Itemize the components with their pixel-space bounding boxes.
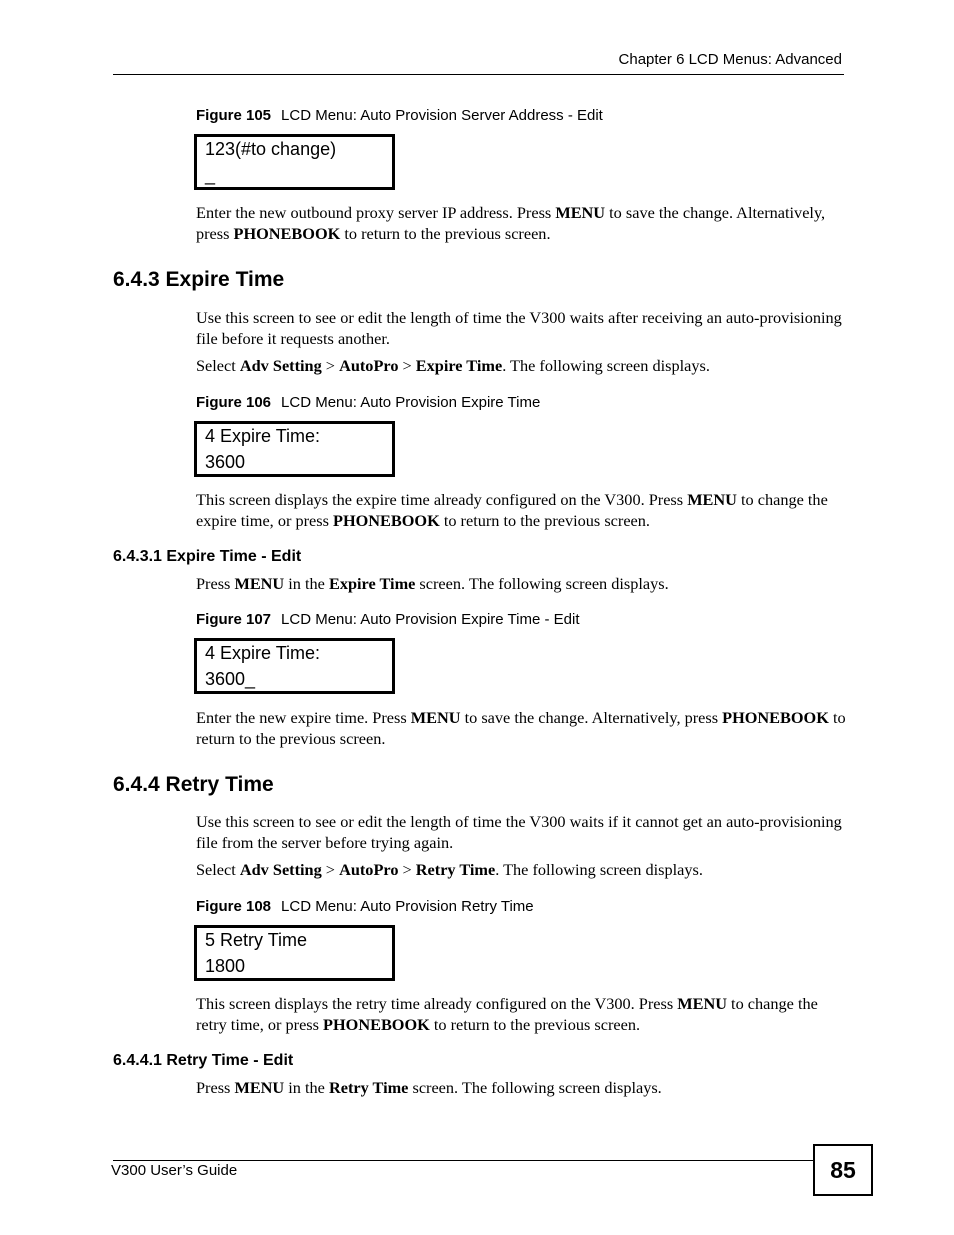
paragraph-expire-display: This screen displays the expire time already configured on the V300. Press MENU to change the expire time, or press PHONEBOOK to return to the previous screen. xyxy=(196,490,828,530)
paragraph-expire-edit-press: Press MENU in the Expire Time screen. The following screen displays. xyxy=(196,574,669,593)
figure-number: Figure 108 xyxy=(196,898,272,915)
lcd-line-1: 4 Expire Time: xyxy=(205,426,321,446)
paragraph-retry-edit-press: Press MENU in the Retry Time screen. The following screen displays. xyxy=(196,1078,662,1097)
paragraph-retry-intro: Use this screen to see or edit the length of time the V300 waits if it cannot get an auto-provisioning file from the server before trying again. xyxy=(196,812,842,852)
lcd-screen-figure-106 xyxy=(194,421,395,477)
footer-rule xyxy=(113,1160,815,1161)
figure-number: Figure 107 xyxy=(196,611,272,628)
figure-105-caption xyxy=(196,107,603,124)
section-heading-retry-time: 6.4.4 Retry Time xyxy=(113,773,274,796)
figure-number: Figure 106 xyxy=(196,394,272,411)
paragraph-edit-proxy: Enter the new outbound proxy server IP address. Press MENU to save the change. Alternatively, press PHONEBOOK to return to the previous screen. xyxy=(196,203,826,243)
lcd-screen-figure-108 xyxy=(194,925,395,981)
subsection-heading-expire-edit: 6.4.3.1 Expire Time - Edit xyxy=(113,548,302,565)
running-header: Chapter 6 LCD Menus: Advanced xyxy=(618,51,842,68)
paragraph-expire-intro: Use this screen to see or edit the length of time the V300 waits after receiving an auto-provisioning file before it requests another. xyxy=(196,308,842,348)
lcd-line-2: _ xyxy=(205,165,216,185)
header-rule xyxy=(113,74,844,75)
lcd-line-1: 123(#to change) xyxy=(205,139,337,159)
section-heading-expire-time: 6.4.3 Expire Time xyxy=(113,268,285,291)
lcd-line-2: 1800 xyxy=(205,956,246,976)
lcd-line-2: 3600 xyxy=(205,452,246,472)
figure-107-caption xyxy=(196,611,580,628)
lcd-screen-figure-105 xyxy=(194,134,395,190)
lcd-line-2: 3600_ xyxy=(205,669,256,689)
figure-number: Figure 105 xyxy=(196,107,272,124)
lcd-line-1: 5 Retry Time xyxy=(205,930,308,950)
figure-title: LCD Menu: Auto Provision Retry Time xyxy=(281,898,534,915)
figure-106-caption xyxy=(196,394,540,411)
subsection-heading-retry-edit: 6.4.4.1 Retry Time - Edit xyxy=(113,1052,294,1069)
figure-title: LCD Menu: Auto Provision Expire Time xyxy=(281,394,541,411)
paragraph-retry-display: This screen displays the retry time already configured on the V300. Press MENU to change the retry time, or press PHONEBOOK to return to the previous screen. xyxy=(196,994,818,1034)
page-number: 85 xyxy=(813,1144,873,1196)
figure-108-caption xyxy=(196,898,534,915)
paragraph-expire-edit-enter: Enter the new expire time. Press MENU to save the change. Alternatively, press PHONEBOOK to return to the previous screen. xyxy=(196,708,846,748)
footer-guide-title: V300 User’s Guide xyxy=(111,1162,238,1179)
lcd-line-1: 4 Expire Time: xyxy=(205,643,321,663)
paragraph-expire-select: Select Adv Setting > AutoPro > Expire Time. The following screen displays. xyxy=(196,356,710,375)
paragraph-retry-select: Select Adv Setting > AutoPro > Retry Time. The following screen displays. xyxy=(196,860,703,879)
figure-title: LCD Menu: Auto Provision Expire Time - Edit xyxy=(281,611,580,628)
lcd-screen-figure-107 xyxy=(194,638,395,694)
figure-title: LCD Menu: Auto Provision Server Address - Edit xyxy=(281,107,603,124)
